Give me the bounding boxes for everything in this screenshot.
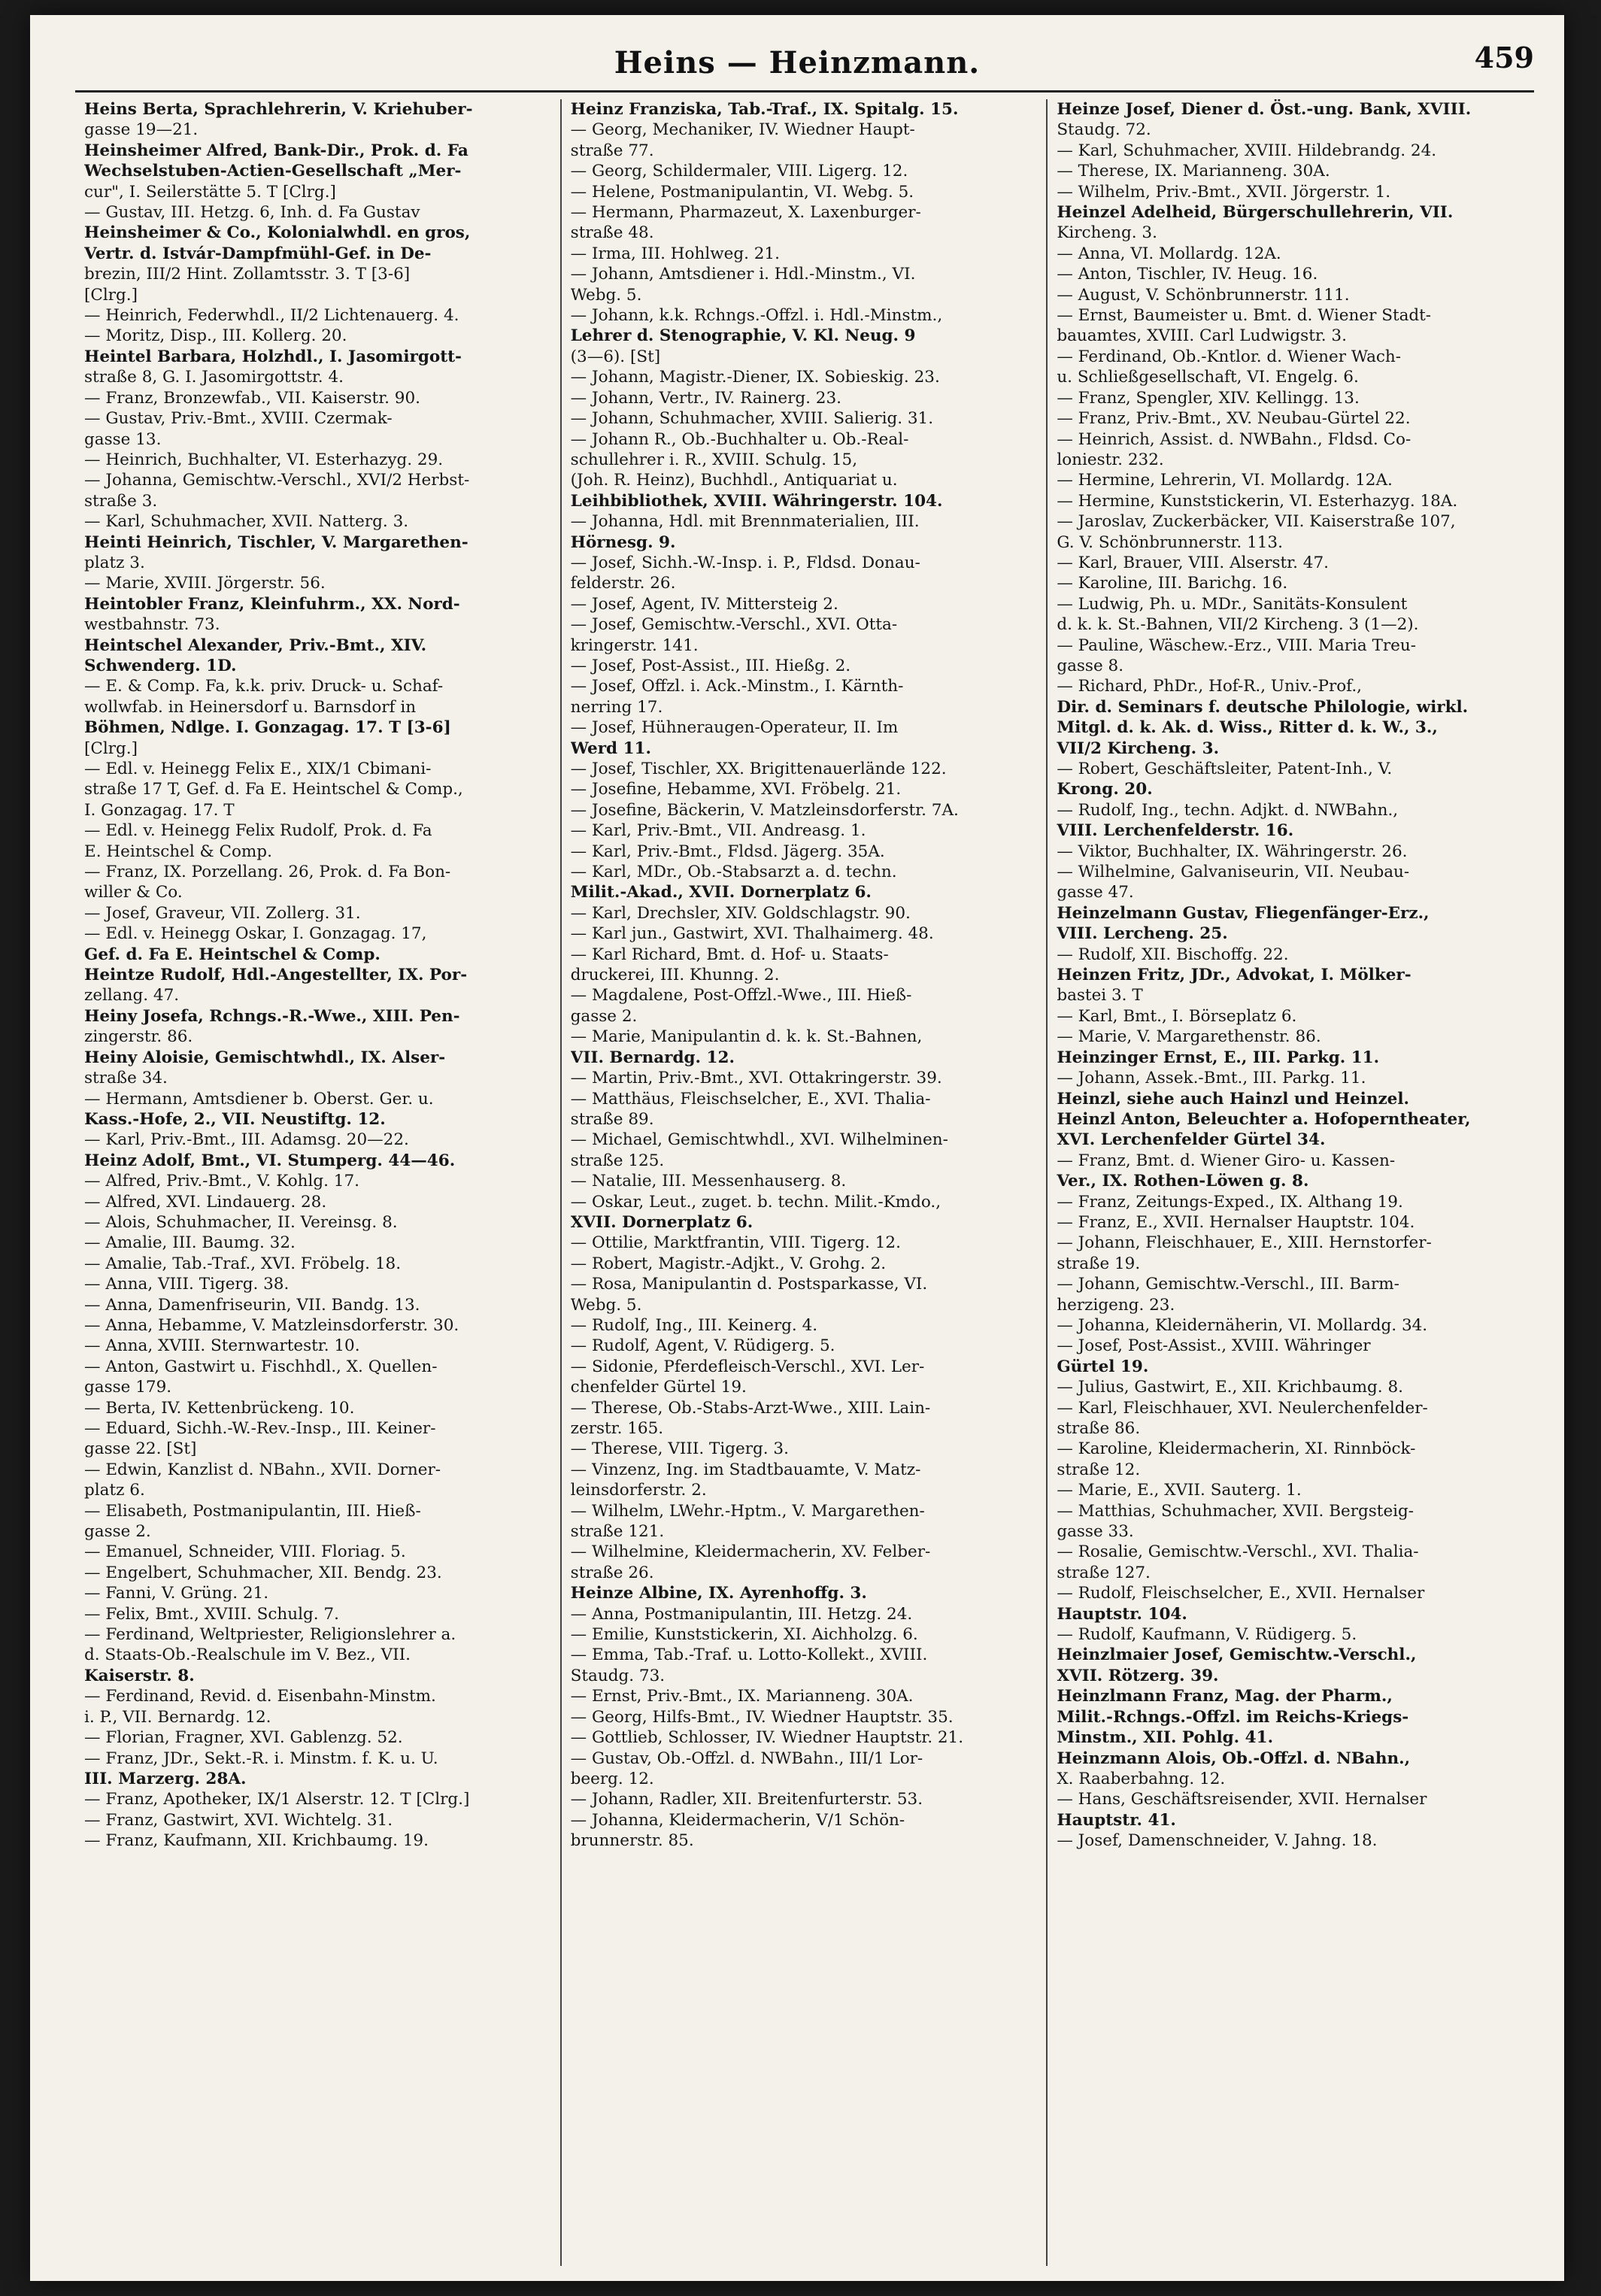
directory-entry-line: — Engelbert, Schuhmacher, XII. Bendg. 23. <box>84 1563 442 1582</box>
directory-entry-line: — Johann, Vertr., IV. Rainerg. 23. <box>570 388 841 408</box>
directory-entry-line: kringerstr. 141. <box>570 635 699 655</box>
directory-entry-line: Heinti Heinrich, Tischler, V. Margarethen- <box>84 532 468 552</box>
directory-entry-line: Heintobler Franz, Kleinfuhrm., XX. Nord- <box>84 594 460 614</box>
directory-entry-line: — Josefine, Bäckerin, V. Matzleinsdorferstr. 7A. <box>570 800 959 820</box>
directory-entry-line: — Franz, IX. Porzellang. 26, Prok. d. Fa Bon- <box>84 863 451 882</box>
directory-entry-line: Gef. d. Fa E. Heintschel & Comp. <box>84 945 381 964</box>
directory-entry-line: platz 3. <box>84 553 145 572</box>
directory-entry-line: — Hermine, Kunststickerin, VI. Esterhazyg. 18A. <box>1057 491 1458 511</box>
directory-entry-line: — Helene, Postmanipulantin, VI. Webg. 5. <box>570 182 914 202</box>
directory-entry-line: XVII. Dornerplatz 6. <box>570 1212 754 1232</box>
directory-entry-line: Heinzen Fritz, JDr., Advokat, I. Mölker- <box>1057 966 1411 985</box>
directory-entry-line: — Karl, Priv.-Bmt., VII. Andreasg. 1. <box>570 821 866 841</box>
directory-entry-line: — Therese, VIII. Tigerg. 3. <box>570 1439 789 1459</box>
directory-entry-line: gasse 22. [St] <box>84 1439 197 1459</box>
directory-entry-line: — Matthäus, Fleischselcher, E., XVI. Thalia- <box>570 1089 931 1109</box>
directory-entry-line: — Jaroslav, Zuckerbäcker, VII. Kaiserstraße 107, <box>1057 512 1456 532</box>
directory-page <box>30 15 1564 2281</box>
directory-entry-line: brunnerstr. 85. <box>570 1831 694 1851</box>
directory-entry-line: (Joh. R. Heinz), Buchhdl., Antiquariat u. <box>570 471 898 490</box>
directory-entry-line: VII. Bernardg. 12. <box>570 1048 735 1067</box>
directory-entry-line: — Amalie, Tab.-Traf., XVI. Fröbelg. 18. <box>84 1254 402 1273</box>
directory-entry-line: — Johann, Amtsdiener i. Hdl.-Minstm., VI. <box>570 265 916 284</box>
directory-entry-line: Heinzlmann Franz, Mag. der Pharm., <box>1057 1687 1393 1706</box>
directory-entry-line: Ver., IX. Rothen-Löwen g. 8. <box>1057 1172 1309 1191</box>
directory-entry-line: — Johann, Gemischtw.-Verschl., III. Barm- <box>1057 1275 1399 1294</box>
directory-entry-line: — Marie, XVIII. Jörgerstr. 56. <box>84 574 326 593</box>
directory-entry-line: gasse 19—21. <box>84 120 199 140</box>
directory-entry-line: — Josef, Offzl. i. Ack.-Minstm., I. Kärnth- <box>570 677 904 696</box>
directory-entry-line: Staudg. 73. <box>570 1666 666 1685</box>
directory-entry-line: — Anna, Hebamme, V. Matzleinsdorferstr. 30. <box>84 1315 459 1335</box>
directory-entry-line: Heinzl, siehe auch Hainzl und Heinzel. <box>1057 1089 1409 1109</box>
directory-entry-line: Schwenderg. 1D. <box>84 656 237 675</box>
directory-entry-line: — Rudolf, Ing., III. Keinerg. 4. <box>570 1315 818 1335</box>
directory-entry-line: — Karl, Fleischhauer, XVI. Neulerchenfelder- <box>1057 1398 1428 1418</box>
entry-columns <box>75 99 1534 2266</box>
directory-entry-line: — Richard, PhDr., Hof-R., Univ.-Prof., <box>1057 677 1363 696</box>
directory-entry-line: — Heinrich, Assist. d. NWBahn., Fldsd. Co- <box>1057 429 1411 449</box>
directory-entry-line: — Michael, Gemischtwhdl., XVI. Wilhelminen- <box>570 1130 948 1150</box>
directory-entry-line: — Alois, Schuhmacher, II. Vereinsg. 8. <box>84 1212 398 1232</box>
directory-entry-line: — Heinrich, Federwhdl., II/2 Lichtenauerg. 4. <box>84 306 459 326</box>
directory-entry-line: — Karl, MDr., Ob.-Stabsarzt a. d. techn. <box>570 863 897 882</box>
directory-entry-line: Webg. 5. <box>570 1295 642 1315</box>
directory-entry-line: — Karl, Drechsler, XIV. Goldschlagstr. 90. <box>570 903 911 923</box>
directory-entry-line: straße 19. <box>1057 1254 1141 1273</box>
directory-entry-line: Mitgl. d. k. Ak. d. Wiss., Ritter d. k. W., 3., <box>1057 718 1438 738</box>
directory-entry-line: — Fanni, V. Grüng. 21. <box>84 1584 269 1603</box>
directory-entry-line: straße 26. <box>570 1563 654 1582</box>
directory-entry-line: — Rosa, Manipulantin d. Postsparkasse, VI. <box>570 1275 928 1294</box>
directory-entry-line: — Therese, IX. Marianneng. 30A. <box>1057 162 1330 181</box>
directory-entry-line: Gürtel 19. <box>1057 1357 1149 1376</box>
directory-entry-line: — Franz, E., XVII. Hernalser Hauptstr. 104. <box>1057 1212 1415 1232</box>
directory-entry-line: straße 77. <box>570 141 654 160</box>
header-rule <box>75 90 1534 93</box>
directory-entry-line: Heins Berta, Sprachlehrerin, V. Kriehuber- <box>84 100 473 119</box>
directory-entry-line: — Johann, k.k. Rchngs.-Offzl. i. Hdl.-Minstm., <box>570 306 943 326</box>
directory-entry-line: platz 6. <box>84 1481 145 1500</box>
directory-entry-line: — Anna, Damenfriseurin, VII. Bandg. 13. <box>84 1295 420 1315</box>
page-title: Heins — Heinzmann. <box>614 45 981 80</box>
directory-entry-line: wollwfab. in Heinersdorf u. Barnsdorf in <box>84 697 417 717</box>
directory-entry-line: — Anna, XVIII. Sternwartestr. 10. <box>84 1336 360 1356</box>
directory-entry-line: — Anton, Tischler, IV. Heug. 16. <box>1057 265 1318 284</box>
directory-entry-line: Heinze Albine, IX. Ayrenhoffg. 3. <box>570 1584 867 1603</box>
directory-entry-line: Heinzinger Ernst, E., III. Parkg. 11. <box>1057 1048 1380 1067</box>
directory-entry-line: — Felix, Bmt., XVIII. Schulg. 7. <box>84 1604 339 1624</box>
directory-entry-line: — Irma, III. Hohlweg. 21. <box>570 244 780 263</box>
directory-entry-line: — Franz, Bmt. d. Wiener Giro- u. Kassen- <box>1057 1151 1396 1170</box>
directory-entry-line: — Johanna, Kleidermacherin, V/1 Schön- <box>570 1810 905 1830</box>
directory-entry-line: — Eduard, Sichh.-W.-Rev.-Insp., III. Keiner- <box>84 1419 436 1438</box>
directory-entry-line: VIII. Lercheng. 25. <box>1057 924 1228 944</box>
directory-entry-line: nerring 17. <box>570 697 663 717</box>
directory-entry-line: beerg. 12. <box>570 1769 654 1788</box>
directory-entry-line: Hauptstr. 104. <box>1057 1604 1187 1624</box>
directory-entry-line: — Rudolf, Fleischselcher, E., XVII. Hernalser <box>1057 1584 1425 1603</box>
directory-entry-line: — Moritz, Disp., III. Kollerg. 20. <box>84 326 347 346</box>
directory-entry-line: — Florian, Fragner, XVI. Gablenzg. 52. <box>84 1728 403 1748</box>
directory-entry-line: — Ernst, Priv.-Bmt., IX. Marianneng. 30A. <box>570 1687 914 1706</box>
directory-entry-line: Milit.-Akad., XVII. Dornerplatz 6. <box>570 883 872 902</box>
directory-entry-line: — Gustav, Ob.-Offzl. d. NWBahn., III/1 Lor- <box>570 1749 923 1768</box>
directory-entry-line: — Josef, Damenschneider, V. Jahng. 18. <box>1057 1831 1378 1851</box>
directory-entry-line: druckerei, III. Khunng. 2. <box>570 966 780 985</box>
directory-entry-line: Wechselstuben-Actien-Gesellschaft „Mer- <box>84 162 462 181</box>
directory-entry-line: — Ferdinand, Ob.-Kntlor. d. Wiener Wach- <box>1057 347 1402 366</box>
directory-entry-line: — Emma, Tab.-Traf. u. Lotto-Kollekt., XVIII. <box>570 1645 928 1665</box>
directory-entry-line: straße 34. <box>84 1069 168 1088</box>
directory-entry-line: chenfelder Gürtel 19. <box>570 1378 747 1397</box>
directory-entry-line: — Hermann, Pharmazeut, X. Laxenburger- <box>570 203 921 223</box>
directory-entry-line: — Wilhelmine, Kleidermacherin, XV. Felber- <box>570 1542 931 1562</box>
page-header <box>30 38 1564 90</box>
directory-entry-line: I. Gonzagag. 17. T <box>84 800 235 820</box>
directory-entry-line: — Ludwig, Ph. u. MDr., Sanitäts-Konsulent <box>1057 594 1408 614</box>
directory-entry-line: gasse 179. <box>84 1378 172 1397</box>
directory-entry-line: Kaiserstr. 8. <box>84 1666 195 1685</box>
directory-entry-line: VIII. Lerchenfelderstr. 16. <box>1057 821 1294 841</box>
directory-entry-line: felderstr. 26. <box>570 574 676 593</box>
directory-entry-line: Dir. d. Seminars f. deutsche Philologie, wirkl. <box>1057 697 1469 717</box>
directory-entry-line: — Franz, Apotheker, IX/1 Alserstr. 12. T [Clrg.] <box>84 1790 470 1809</box>
directory-entry-line: u. Schließgesellschaft, VI. Engelg. 6. <box>1057 368 1359 387</box>
directory-entry-line: Heinz Adolf, Bmt., VI. Stumperg. 44—46. <box>84 1151 456 1170</box>
directory-entry-line: — Emanuel, Schneider, VIII. Floriag. 5. <box>84 1542 406 1562</box>
directory-entry-line: — E. & Comp. Fa, k.k. priv. Druck- u. Schaf- <box>84 677 444 696</box>
directory-entry-line: — Vinzenz, Ing. im Stadtbauamte, V. Matz- <box>570 1460 921 1479</box>
directory-entry-line: — Karl, Bmt., I. Börseplatz 6. <box>1057 1006 1297 1026</box>
directory-entry-line: — Anna, VI. Mollardg. 12A. <box>1057 244 1281 263</box>
directory-entry-line: Leihbibliothek, XVIII. Währingerstr. 104. <box>570 491 943 511</box>
directory-entry-line: leinsdorferstr. 2. <box>570 1481 707 1500</box>
directory-entry-line: — Anton, Gastwirt u. Fischhdl., X. Quellen- <box>84 1357 438 1376</box>
directory-entry-line: d. k. k. St.-Bahnen, VII/2 Kircheng. 3 (1—2). <box>1057 615 1419 635</box>
directory-entry-line: — Karl jun., Gastwirt, XVI. Thalhaimerg. 48. <box>570 924 934 944</box>
directory-entry-line: Heinsheimer & Co., Kolonialwhdl. en gros, <box>84 223 471 243</box>
directory-entry-line: Krong. 20. <box>1057 780 1153 799</box>
directory-entry-line: Webg. 5. <box>570 285 642 305</box>
directory-entry-line: Werd 11. <box>570 739 651 758</box>
directory-entry-line: — Hermann, Amtsdiener b. Oberst. Ger. u. <box>84 1089 434 1109</box>
directory-entry-line: — Marie, V. Margarethenstr. 86. <box>1057 1027 1321 1047</box>
directory-entry-line: — Marie, Manipulantin d. k. k. St.-Bahnen, <box>570 1027 923 1047</box>
directory-entry-line: — Rudolf, Agent, V. Rüdigerg. 5. <box>570 1336 835 1356</box>
directory-entry-line: Heinze Josef, Diener d. Öst.-ung. Bank, XVIII. <box>1057 100 1472 119</box>
directory-entry-line: gasse 8. <box>1057 656 1124 675</box>
directory-entry-line: straße 3. <box>84 491 158 511</box>
directory-entry-line: — Hermine, Lehrerin, VI. Mollardg. 12A. <box>1057 471 1393 490</box>
directory-entry-line: [Clrg.] <box>84 739 138 758</box>
directory-entry-line: gasse 2. <box>84 1522 151 1542</box>
directory-entry-line: E. Heintschel & Comp. <box>84 842 272 861</box>
column-left <box>75 99 562 2266</box>
directory-entry-line: straße 125. <box>570 1151 665 1170</box>
directory-entry-line: Heiny Josefa, Rchngs.-R.-Wwe., XIII. Pen- <box>84 1006 460 1026</box>
directory-entry-line: straße 48. <box>570 223 654 243</box>
directory-entry-line: — Viktor, Buchhalter, IX. Währingerstr. 26. <box>1057 842 1408 861</box>
directory-entry-line: straße 8, G. I. Jasomirgottstr. 4. <box>84 368 344 387</box>
directory-entry-line: zellang. 47. <box>84 986 180 1005</box>
directory-entry-line: gasse 2. <box>570 1006 638 1026</box>
directory-entry-line: — Berta, IV. Kettenbrückeng. 10. <box>84 1398 355 1418</box>
directory-entry-line: — Robert, Magistr.-Adjkt., V. Grohg. 2. <box>570 1254 887 1273</box>
column-middle <box>562 99 1048 2266</box>
directory-entry-line: — Johann, Magistr.-Diener, IX. Sobieskig. 23. <box>570 368 940 387</box>
directory-entry-line: Hauptstr. 41. <box>1057 1810 1176 1830</box>
directory-entry-line: — August, V. Schönbrunnerstr. 111. <box>1057 285 1350 305</box>
directory-entry-line: — Rudolf, XII. Bischoffg. 22. <box>1057 945 1289 964</box>
directory-entry-line: Hörnesg. 9. <box>570 532 676 552</box>
directory-entry-line: — Alfred, XVI. Lindauerg. 28. <box>84 1192 327 1212</box>
directory-entry-line: — Ferdinand, Weltpriester, Religionslehrer a. <box>84 1625 456 1645</box>
directory-entry-line: schullehrer i. R., XVIII. Schulg. 15, <box>570 450 858 469</box>
directory-entry-line: — Ernst, Baumeister u. Bmt. d. Wiener Stadt- <box>1057 306 1432 326</box>
directory-entry-line: Lehrer d. Stenographie, V. Kl. Neug. 9 <box>570 326 916 346</box>
directory-entry-line: Heinzlmaier Josef, Gemischtw.-Verschl., <box>1057 1645 1417 1665</box>
directory-entry-line: — Franz, Spengler, XIV. Kellingg. 13. <box>1057 388 1360 408</box>
directory-entry-line: — Elisabeth, Postmanipulantin, III. Hieß- <box>84 1501 421 1521</box>
directory-entry-line: — Natalie, III. Messenhauserg. 8. <box>570 1172 847 1191</box>
directory-entry-line: bastei 3. T <box>1057 986 1143 1005</box>
directory-entry-line: straße 12. <box>1057 1460 1141 1479</box>
directory-entry-line: — Anna, Postmanipulantin, III. Hetzg. 24. <box>570 1604 913 1624</box>
directory-entry-line: — Edl. v. Heinegg Felix E., XIX/1 Cbimani- <box>84 760 432 778</box>
directory-entry-line: — Josef, Post-Assist., XVIII. Währinger <box>1057 1336 1371 1356</box>
directory-entry-line: herzigeng. 23. <box>1057 1295 1175 1315</box>
directory-entry-line: bauamtes, XVIII. Carl Ludwigstr. 3. <box>1057 326 1347 346</box>
directory-entry-line: Heinz Franziska, Tab.-Traf., IX. Spitalg. 15. <box>570 100 959 119</box>
directory-entry-line: — Josef, Sichh.-W.-Insp. i. P., Fldsd. Donau- <box>570 553 920 572</box>
directory-entry-line: — Edl. v. Heinegg Felix Rudolf, Prok. d. Fa <box>84 821 432 841</box>
directory-entry-line: Heintze Rudolf, Hdl.-Angestellter, IX. Por- <box>84 966 468 985</box>
directory-entry-line: Böhmen, Ndlge. I. Gonzagag. 17. T [3-6] <box>84 718 451 738</box>
directory-entry-line: — Gustav, III. Hetzg. 6, Inh. d. Fa Gustav <box>84 203 420 223</box>
directory-entry-line: — Robert, Geschäftsleiter, Patent-Inh., V. <box>1057 760 1393 778</box>
directory-entry-line: — Karl Richard, Bmt. d. Hof- u. Staats- <box>570 945 889 964</box>
directory-entry-line: Heinzelmann Gustav, Fliegenfänger-Erz., <box>1057 903 1430 923</box>
directory-entry-line: — Franz, Kaufmann, XII. Krichbaumg. 19. <box>84 1831 429 1851</box>
directory-entry-line: straße 86. <box>1057 1419 1141 1438</box>
directory-entry-line: G. V. Schönbrunnerstr. 113. <box>1057 532 1283 552</box>
directory-entry-line: — Johann, Radler, XII. Breitenfurterstr. 53. <box>570 1790 923 1809</box>
directory-entry-line: (3—6). [St] <box>570 347 661 366</box>
directory-entry-line: — Wilhelmine, Galvaniseurin, VII. Neubau- <box>1057 863 1410 882</box>
directory-entry-line: — Georg, Schildermaler, VIII. Ligerg. 12. <box>570 162 908 181</box>
directory-entry-line: straße 89. <box>570 1109 654 1129</box>
directory-entry-line: — Georg, Mechaniker, IV. Wiedner Haupt- <box>570 120 915 140</box>
directory-entry-line: Heinzl Anton, Beleuchter a. Hofoperntheater, <box>1057 1109 1471 1129</box>
directory-entry-line: — Karoline, III. Barichg. 16. <box>1057 574 1288 593</box>
directory-entry-line: — Johanna, Kleidernäherin, VI. Mollardg. 34. <box>1057 1315 1428 1335</box>
directory-entry-line: — Karl, Schuhmacher, XVII. Natterg. 3. <box>84 512 409 532</box>
directory-entry-line: VII/2 Kircheng. 3. <box>1057 739 1220 758</box>
directory-entry-line: — Georg, Hilfs-Bmt., IV. Wiedner Hauptstr. 35. <box>570 1707 954 1727</box>
directory-entry-line: — Josef, Graveur, VII. Zollerg. 31. <box>84 903 361 923</box>
directory-entry-line: — Josefine, Hebamme, XVI. Fröbelg. 21. <box>570 780 902 799</box>
directory-entry-line: — Karl, Schuhmacher, XVIII. Hildebrandg. 24. <box>1057 141 1437 160</box>
directory-entry-line: III. Marzerg. 28A. <box>84 1769 247 1788</box>
directory-entry-line: — Marie, E., XVII. Sauterg. 1. <box>1057 1481 1302 1500</box>
directory-entry-line: Kass.-Hofe, 2., VII. Neustiftg. 12. <box>84 1109 386 1129</box>
directory-entry-line: — Franz, JDr., Sekt.-R. i. Minstm. f. K. u. U. <box>84 1749 438 1768</box>
directory-entry-line: d. Staats-Ob.-Realschule im V. Bez., VII. <box>84 1645 411 1665</box>
directory-entry-line: — Johann, Schuhmacher, XVIII. Salierig. 31. <box>570 409 934 429</box>
directory-entry-line: Staudg. 72. <box>1057 120 1151 140</box>
directory-entry-line: straße 121. <box>570 1522 665 1542</box>
directory-entry-line: — Rosalie, Gemischtw.-Verschl., XVI. Thalia- <box>1057 1542 1419 1562</box>
directory-entry-line: brezin, III/2 Hint. Zollamtsstr. 3. T [3-6] <box>84 265 411 284</box>
directory-entry-line: — Johann, Fleischhauer, E., XIII. Hernstorfer- <box>1057 1233 1432 1253</box>
directory-entry-line: — Karoline, Kleidermacherin, XI. Rinnböck- <box>1057 1439 1416 1459</box>
directory-entry-line: XVI. Lerchenfelder Gürtel 34. <box>1057 1130 1326 1150</box>
directory-entry-line: X. Raaberbahng. 12. <box>1057 1769 1226 1788</box>
directory-entry-line: — Sidonie, Pferdefleisch-Verschl., XVI. Ler- <box>570 1357 925 1376</box>
directory-entry-line: — Franz, Gastwirt, XVI. Wichtelg. 31. <box>84 1810 393 1830</box>
directory-entry-line: willer & Co. <box>84 883 183 902</box>
directory-entry-line: — Wilhelm, Priv.-Bmt., XVII. Jörgerstr. 1. <box>1057 182 1391 202</box>
directory-entry-line: cur", I. Seilerstätte 5. T [Clrg.] <box>84 182 336 202</box>
directory-entry-line: straße 17 T, Gef. d. Fa E. Heintschel & Comp., <box>84 780 463 799</box>
directory-entry-line: — Martin, Priv.-Bmt., XVI. Ottakringerstr. 39. <box>570 1069 942 1088</box>
directory-entry-line: — Wilhelm, LWehr.-Hptm., V. Margarethen- <box>570 1501 925 1521</box>
directory-entry-line: — Karl, Priv.-Bmt., Fldsd. Jägerg. 35A. <box>570 842 885 861</box>
directory-entry-line: — Franz, Bronzewfab., VII. Kaiserstr. 90. <box>84 388 420 408</box>
directory-entry-line: — Ferdinand, Revid. d. Eisenbahn-Minstm. <box>84 1687 436 1706</box>
directory-entry-line: — Heinrich, Buchhalter, VI. Esterhazyg. 29. <box>84 450 444 469</box>
directory-entry-line: — Johanna, Hdl. mit Brennmaterialien, III. <box>570 512 920 532</box>
directory-entry-line: — Edl. v. Heinegg Oskar, I. Gonzagag. 17, <box>84 924 427 944</box>
directory-entry-line: — Ottilie, Marktfrantin, VIII. Tigerg. 12. <box>570 1233 901 1253</box>
directory-entry-line: — Anna, VIII. Tigerg. 38. <box>84 1275 290 1294</box>
directory-entry-line: — Josef, Agent, IV. Mittersteig 2. <box>570 594 838 614</box>
directory-entry-line: [Clrg.] <box>84 285 138 305</box>
page-number: 459 <box>1474 41 1534 74</box>
column-right <box>1048 99 1534 2266</box>
directory-entry-line: — Magdalene, Post-Offzl.-Wwe., III. Hieß- <box>570 986 912 1005</box>
directory-entry-line: — Josef, Post-Assist., III. Hießg. 2. <box>570 656 851 675</box>
directory-entry-line: — Matthias, Schuhmacher, XVII. Bergsteig- <box>1057 1501 1415 1521</box>
directory-entry-line: XVII. Rötzerg. 39. <box>1057 1666 1219 1685</box>
directory-entry-line: Heinzel Adelheid, Bürgerschullehrerin, VII. <box>1057 203 1454 223</box>
directory-entry-line: — Oskar, Leut., zuget. b. techn. Milit.-Kmdo., <box>570 1192 941 1212</box>
directory-entry-line: Milit.-Rchngs.-Offzl. im Reichs-Kriegs- <box>1057 1707 1409 1727</box>
directory-entry-line: Heintschel Alexander, Priv.-Bmt., XIV. <box>84 635 427 655</box>
directory-entry-line: — Josef, Tischler, XX. Brigittenauerlände 122. <box>570 760 947 778</box>
directory-entry-line: — Edwin, Kanzlist d. NBahn., XVII. Dorner- <box>84 1460 441 1479</box>
directory-entry-line: — Julius, Gastwirt, E., XII. Krichbaumg. 8. <box>1057 1378 1403 1397</box>
directory-entry-line: — Hans, Geschäftsreisender, XVII. Hernalser <box>1057 1790 1427 1809</box>
directory-entry-line: westbahnstr. 73. <box>84 615 220 635</box>
directory-entry-line: — Alfred, Priv.-Bmt., V. Kohlg. 17. <box>84 1172 359 1191</box>
directory-entry-line: Heintel Barbara, Holzhdl., I. Jasomirgott- <box>84 347 462 366</box>
directory-entry-line: — Gustav, Priv.-Bmt., XVIII. Czermak- <box>84 409 393 429</box>
directory-entry-line: straße 127. <box>1057 1563 1151 1582</box>
directory-entry-line: zerstr. 165. <box>570 1419 664 1438</box>
directory-entry-line: Heinzmann Alois, Ob.-Offzl. d. NBahn., <box>1057 1749 1411 1768</box>
directory-entry-line: gasse 33. <box>1057 1522 1134 1542</box>
directory-entry-line: Heiny Aloisie, Gemischtwhdl., IX. Alser- <box>84 1048 446 1067</box>
directory-entry-line: i. P., VII. Bernardg. 12. <box>84 1707 271 1727</box>
directory-entry-line: — Rudolf, Ing., techn. Adjkt. d. NWBahn., <box>1057 800 1399 820</box>
directory-entry-line: Vertr. d. Istvár-Dampfmühl-Gef. in De- <box>84 244 432 263</box>
directory-entry-line: — Gottlieb, Schlosser, IV. Wiedner Hauptstr. 21. <box>570 1728 964 1748</box>
directory-entry-line: — Johann, Assek.-Bmt., III. Parkg. 11. <box>1057 1069 1366 1088</box>
directory-entry-line: — Josef, Gemischtw.-Verschl., XVI. Otta- <box>570 615 898 635</box>
directory-entry-line: — Emilie, Kunststickerin, XI. Aichholzg. 6. <box>570 1625 918 1645</box>
directory-entry-line: — Amalie, III. Baumg. 32. <box>84 1233 296 1253</box>
directory-entry-line: Kircheng. 3. <box>1057 223 1157 243</box>
directory-entry-line: — Josef, Hühneraugen-Operateur, II. Im <box>570 718 899 738</box>
directory-entry-line: Heinsheimer Alfred, Bank-Dir., Prok. d. Fa <box>84 141 468 160</box>
directory-entry-line: — Pauline, Wäschew.-Erz., VIII. Maria Treu- <box>1057 635 1417 655</box>
directory-entry-line: — Franz, Priv.-Bmt., XV. Neubau-Gürtel 22. <box>1057 409 1411 429</box>
directory-entry-line: Minstm., XII. Pohlg. 41. <box>1057 1728 1274 1748</box>
directory-entry-line: — Karl, Priv.-Bmt., III. Adamsg. 20—22. <box>84 1130 409 1150</box>
directory-entry-line: gasse 47. <box>1057 883 1134 902</box>
directory-entry-line: — Therese, Ob.-Stabs-Arzt-Wwe., XIII. Lain- <box>570 1398 931 1418</box>
directory-entry-line: zingerstr. 86. <box>84 1027 193 1047</box>
directory-entry-line: loniestr. 232. <box>1057 450 1164 469</box>
directory-entry-line: — Karl, Brauer, VIII. Alserstr. 47. <box>1057 553 1329 572</box>
directory-entry-line: — Rudolf, Kaufmann, V. Rüdigerg. 5. <box>1057 1625 1357 1645</box>
directory-entry-line: — Johanna, Gemischtw.-Verschl., XVI/2 Herbst- <box>84 471 470 490</box>
directory-entry-line: — Johann R., Ob.-Buchhalter u. Ob.-Real- <box>570 429 909 449</box>
directory-entry-line: — Franz, Zeitungs-Exped., IX. Althang 19. <box>1057 1192 1403 1212</box>
directory-entry-line: gasse 13. <box>84 429 162 449</box>
